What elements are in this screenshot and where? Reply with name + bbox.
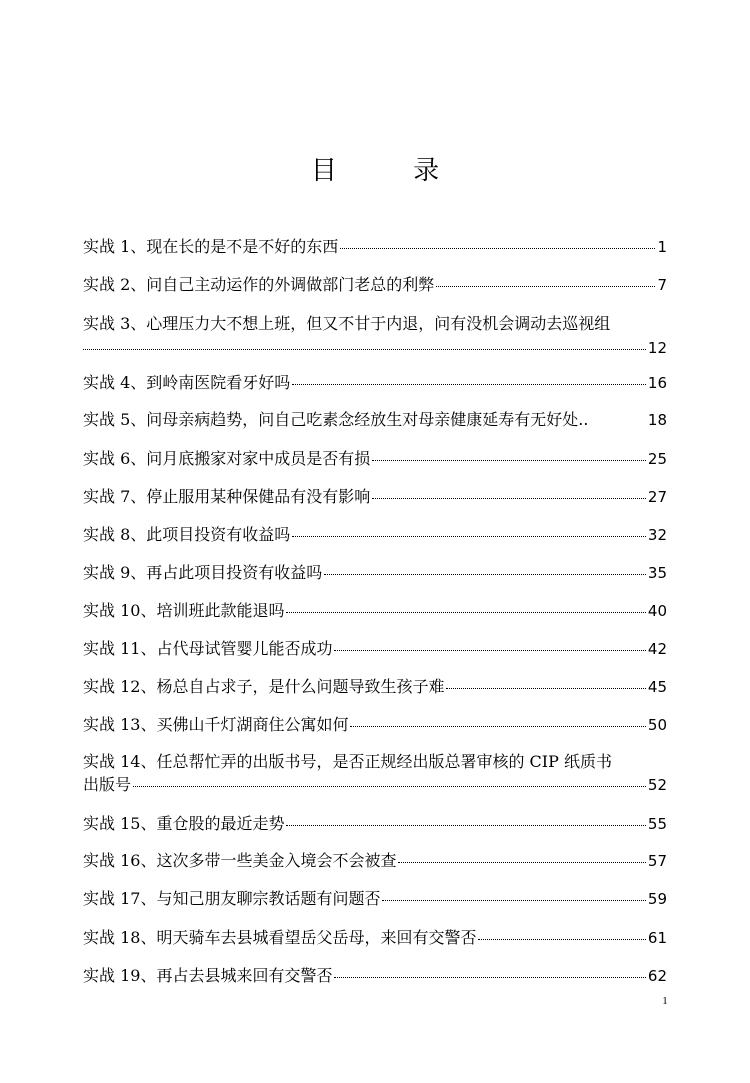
toc-entry[interactable]: [83, 275, 667, 295]
toc-entry-label: 实战 9、再占此项目投资有收益吗: [83, 563, 323, 582]
toc-entry-label: 实战 18、明天骑车去县城看望岳父岳母，来回有交警否: [83, 928, 477, 947]
toc-entry-label: 实战 1、现在长的是不是不好的东西: [83, 237, 339, 256]
toc-entry-page: 18: [647, 411, 667, 429]
toc-entry-page: 40: [647, 602, 667, 620]
toc-entry[interactable]: [83, 814, 667, 834]
leader-dots: [478, 938, 645, 940]
toc-entry[interactable]: [83, 889, 667, 909]
toc-entry[interactable]: [83, 410, 667, 430]
leader-dots: [446, 687, 645, 689]
toc-entry-page: 59: [647, 890, 667, 908]
toc-entry-page: 61: [647, 929, 667, 947]
toc-entry-page: 1: [657, 238, 667, 256]
toc-entry-page: 25: [647, 450, 667, 468]
leader-dots: [350, 725, 645, 727]
toc-entry-label: 实战 7、停止服用某种保健品有没有影响: [83, 487, 371, 506]
leader-dots: [590, 421, 645, 422]
toc-entry-label: 实战 13、买佛山千灯湖商住公寓如何: [83, 715, 349, 734]
toc-entry-page: 42: [647, 640, 667, 658]
toc-entry-page: 7: [657, 276, 667, 294]
toc-entry-page: 57: [647, 852, 667, 870]
toc-entry-label: 实战 4、到岭南医院看牙好吗: [83, 373, 291, 392]
toc-entry[interactable]: [83, 373, 667, 393]
leader-dots: [372, 459, 646, 461]
toc-entry[interactable]: [83, 314, 667, 358]
leader-dots: [324, 573, 646, 575]
leader-dots: [372, 497, 646, 499]
toc-entry-label: 实战 3、心理压力大不想上班，但又不甘于内退，问有没机会调动去巡视组: [83, 314, 611, 333]
toc-entry-page: 16: [647, 374, 667, 392]
leader-dots: [340, 247, 655, 249]
leader-dots: [334, 976, 645, 978]
toc-entry[interactable]: [83, 639, 667, 659]
leader-dots: [286, 611, 645, 613]
toc-entry-page: 32: [647, 526, 667, 544]
leader-dots: [133, 785, 646, 787]
leader-dots: [334, 649, 645, 651]
toc-entry-page: 62: [647, 967, 667, 985]
toc-entry-page: 45: [647, 678, 667, 696]
toc-entry-page: 55: [647, 815, 667, 833]
toc-entry-label: 实战 11、占代母试管婴儿能否成功: [83, 639, 333, 658]
toc-entry-label: 实战 16、这次多带一些美金入境会不会被查: [83, 851, 397, 870]
toc-entry[interactable]: [83, 851, 667, 871]
toc-entry-label: 实战 6、问月底搬家对家中成员是否有损: [83, 449, 371, 468]
toc-entry-label: 实战 8、此项目投资有收益吗: [83, 525, 291, 544]
toc-entry-label-continued: 出版号: [83, 775, 132, 794]
toc-entry-page: 35: [647, 564, 667, 582]
leader-dots: [292, 535, 646, 537]
toc-entry[interactable]: [83, 601, 667, 621]
leader-dots: [83, 348, 646, 350]
toc-entry[interactable]: [83, 715, 667, 735]
toc-entry[interactable]: [83, 928, 667, 948]
toc-entry-label: 实战 5、问母亲病趋势，问自己吃素念经放生对母亲健康延寿有无好处..: [83, 410, 589, 429]
toc-entry[interactable]: [83, 563, 667, 583]
toc-entry-label: 实战 17、与知己朋友聊宗教话题有问题否: [83, 889, 381, 908]
toc-entry[interactable]: [83, 237, 667, 257]
toc-entry-page: 50: [647, 716, 667, 734]
toc-entry-label: 实战 2、问自己主动运作的外调做部门老总的利弊: [83, 275, 435, 294]
toc-entry-page: 52: [647, 776, 667, 794]
page-number: 1: [662, 995, 668, 1007]
page-title: 目 录: [310, 156, 474, 186]
leader-dots: [382, 899, 645, 901]
toc-entry[interactable]: [83, 677, 667, 697]
toc-entry[interactable]: [83, 487, 667, 507]
toc-entry-page: 27: [647, 488, 667, 506]
toc-entry-label: 实战 12、杨总自占求子，是什么问题导致生孩子难: [83, 677, 445, 696]
leader-dots: [398, 861, 645, 863]
toc-entry-page: 12: [647, 339, 667, 357]
toc-entry-label: 实战 14、任总帮忙弄的出版书号，是否正规经出版总署审核的 CIP 纸质书: [83, 752, 612, 771]
toc-entry-label: 实战 19、再占去县城来回有交警否: [83, 966, 333, 985]
toc-entry-label: 实战 10、培训班此款能退吗: [83, 601, 285, 620]
leader-dots: [436, 285, 655, 287]
leader-dots: [292, 383, 646, 385]
toc-entry[interactable]: [83, 752, 667, 795]
toc-entry[interactable]: [83, 525, 667, 545]
toc-entry[interactable]: [83, 966, 667, 986]
toc-entry-label: 实战 15、重仓股的最近走势: [83, 814, 285, 833]
leader-dots: [286, 824, 645, 826]
toc-entry[interactable]: [83, 449, 667, 469]
